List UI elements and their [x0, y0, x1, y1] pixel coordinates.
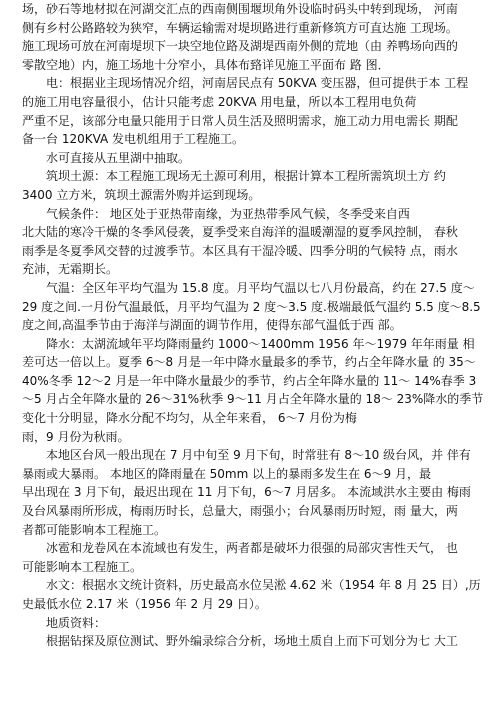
paragraph-climate: 气候条件： 地区处于亚热带南缘，为亚热带季风气候，冬季受来自西	[46, 206, 410, 221]
text-line: 侧有乡村公路路较为狭窄，车辆运输需对堤坝路进行重新修筑方可直达施 工现场。	[22, 20, 458, 35]
paragraph-hydrology: 水文：根据水文统计资料，历史最高水位吴淞 4.62 米（1954 年 8 月 25 日）,历	[46, 578, 481, 593]
text-line: 及台风暴雨所形成，梅雨历时长，总量大，雨强小；台风暴雨历时短，雨 量大，两	[22, 504, 458, 519]
text-line: 29 度之间.一月份气温最低，月平均气温为 2 度～3.5 度.极端最低气温约 5.5 度～8.5	[22, 299, 481, 314]
text-line: 备一台 120KVA 发电机组用于工程施工。	[22, 132, 245, 147]
text-line: 40%冬季 12～2 月是一年中降水量最少的季节，约占全年降水量的 11～ 14%春季 3	[22, 373, 477, 388]
text-line: 可能影响本工程施工。	[22, 559, 143, 574]
text-line: 者都可能影响本工程施工。	[22, 522, 167, 537]
text-line: 严重不足，该部分电量只能用于日常人员生活及照明需求，施工动力用电需长 期配	[22, 113, 458, 128]
heading-geology: 地质资料：	[46, 615, 107, 630]
text-line: 早出现在 3 月下旬，最迟出现在 11 月下旬，6～7 月居多。 本流域洪水主要由 梅雨	[22, 485, 471, 500]
text-line: 3400 立方米，筑坝土源需外购并运到现场。	[22, 187, 261, 202]
text-line: 的施工用电容量很小，估计只能考虑 20KVA 用电量，所以本工程用电负荷	[22, 94, 417, 109]
paragraph-precipitation: 降水：太湖流域年平均降雨量约 1000～1400mm 1956 年～1979 年年雨量 相	[46, 336, 475, 351]
text-line: 充沛，无霜期长。	[22, 262, 119, 277]
paragraph-temperature: 气温：全区年平均气温为 15.8 度。月平均气温以七八月份最高，约在 27.5 度～	[46, 280, 475, 295]
paragraph-water: 水可直接从五里湖中抽取。	[46, 150, 191, 165]
paragraph-hail-tornado: 冰雹和龙卷风在本流域也有发生，两者都是破坏力很强的局部灾害性天气， 也	[46, 541, 458, 556]
text-line: 场，砂石等地材拟在河湖交汇点的西南侧围堰坝角外设临时码头中转到现场， 河南	[22, 2, 458, 16]
paragraph-electricity: 电：根据业主现场情况介绍，河南居民点有 50KVA 变压器，但可提供于本 工程	[46, 76, 469, 91]
text-line: 零散空地）内，施工场地十分窄小，具体布臵详见施工平面布 路 图．	[22, 57, 390, 72]
text-line: 度之间,高温季节由于海洋与湖面的调节作用，使得东部气温低于西 部。	[22, 318, 402, 333]
text-line: 变化十分明显，降水分配不均匀，从全年来看， 6～7 月份为梅	[22, 411, 357, 426]
text-line: ～5 月占全年降水量的 26～31%秋季 9～11 月占全年降水量的 18～ 23%降水的季节	[22, 392, 484, 407]
text-line: 差可达一倍以上。夏季 6～8 月是一年中降水量最多的季节，约占全年降水量 的 35～	[22, 355, 476, 370]
paragraph-soil-source: 筑坝土源：本工程施工现场无土源可利用，根据计算本工程所需筑坝土方 约	[46, 169, 446, 184]
text-line: 北大陆的寒冷干燥的冬季风侵袭，夏季受来自海洋的温暖潮湿的夏季风控制， 春秋	[22, 225, 458, 240]
text-line: 暴雨或大暴雨。 本地区的降雨量在 50mm 以上的暴雨多发生在 6～9 月，最	[22, 466, 431, 481]
text-line: 施工现场可放在河南堤坝下一块空地位路及湖堤西南外侧的荒地（由 养鸭场向西的	[22, 39, 458, 54]
text-line: 雨季是冬夏季风交替的过渡季节。本区具有干湿冷暖、四季分明的气候特 点，雨水	[22, 243, 458, 258]
text-line: 雨，9 月份为秋雨。	[22, 429, 130, 444]
paragraph-typhoon: 本地区台风一般出现在 7 月中旬至 9 月下旬，时常驻有 8～10 级台风，并 伴有	[46, 448, 471, 463]
text-line: 史最低水位 2.17 米（1956 年 2 月 29 日）。	[22, 597, 267, 611]
paragraph-geology: 根据钻探及原位测试、野外编录综合分析，场地土质自上而下可划分为七 大工	[46, 634, 458, 649]
